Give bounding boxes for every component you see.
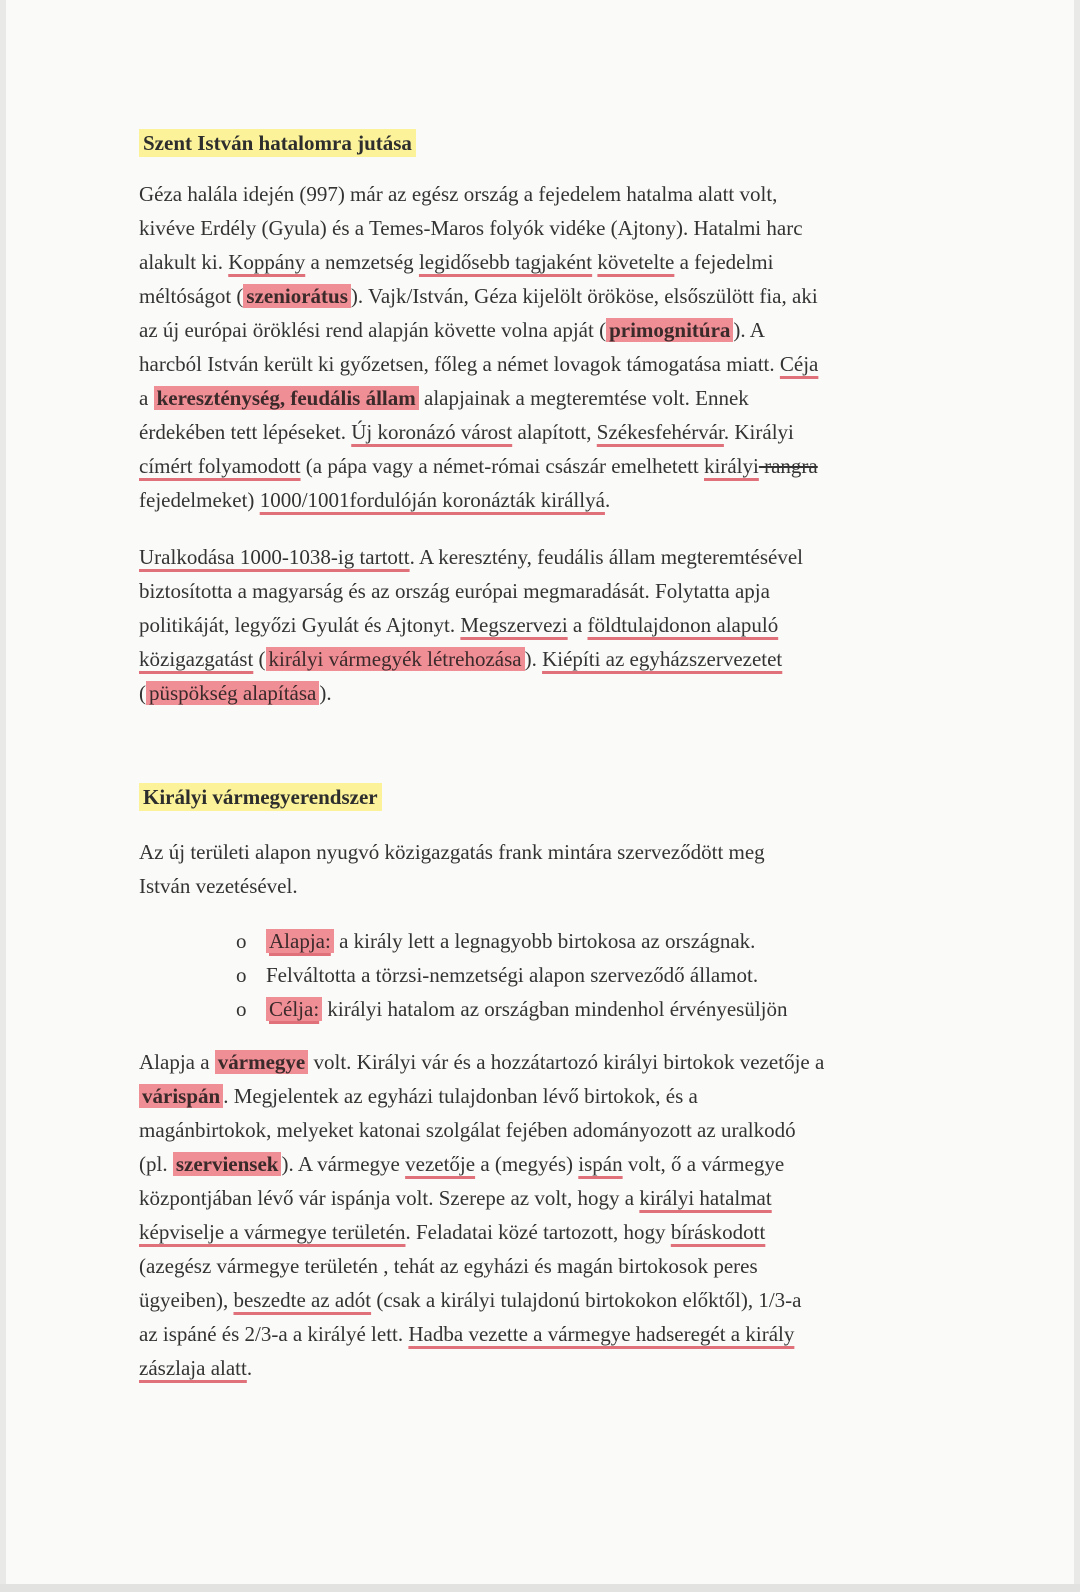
paragraph-varmegye [139, 1045, 969, 1385]
text-line: érdekében tett lépéseket. Új koronázó várost alapított, Székesfehérvár. Királyi [139, 420, 794, 444]
text-line: magánbirtokok, melyeket katonai szolgálat fejében adományozott az uralkodó [139, 1118, 796, 1142]
highlighted-term: vármegye [215, 1050, 308, 1074]
list-item: o Felváltotta a törzsi-nemzetségi alapon szerveződő államot. [236, 958, 936, 992]
list-item: o Célja: királyi hatalom az országban mindenhol érvényesüljön [236, 992, 936, 1026]
text-line: ügyeiben), beszedte az adót (csak a királyi tulajdonú birtokokon előktől), 1/3-a [139, 1288, 802, 1312]
highlighted-term: királyi vármegyék létrehozása [266, 647, 525, 671]
underlined-text: közigazgatást [139, 647, 254, 671]
list-item: o Alapja: a király lett a legnagyobb birtokosa az országnak. [236, 924, 936, 958]
struck-text: rangra [758, 454, 818, 478]
paragraph-reign [139, 540, 969, 710]
underlined-text: Új koronázó várost [351, 420, 513, 444]
underlined-text: ispán [578, 1152, 623, 1176]
underlined-text: legidősebb tagjaként [418, 250, 593, 274]
text-line: István vezetésével. [139, 874, 298, 898]
text-line: méltóságot ( szeniorátus ). Vajk/István, Géza kijelölt örököse, elsőszülött fia, aki [139, 284, 818, 308]
paragraph-intro [139, 835, 969, 903]
underlined-text: Kiépíti az egyházszervezetet [542, 647, 783, 671]
text-line: Alapja a vármegye volt. Királyi vár és a hozzátartozó királyi birtokok vezetője a [139, 1050, 825, 1074]
text-line: az ispáné és 2/3-a a királyé lett. Hadba vezette a vármegye hadseregét a király [139, 1322, 795, 1346]
text-line: harcból István került ki győzetsen, főleg a német lovagok támogatása miatt. Céja [139, 352, 819, 376]
text-line: központjában lévő vár ispánja volt. Szerepe az volt, hogy a királyi hatalmat [139, 1186, 772, 1210]
highlighted-term: püspökség alapítása [146, 681, 319, 705]
text-line: Az új területi alapon nyugvó közigazgatás frank mintára szerveződött meg [139, 840, 765, 864]
text-line: (azegész vármegye területén , tehát az egyházi és magán birtokosok peres [139, 1254, 758, 1278]
text-line: Uralkodása 1000-1038-ig tartott. A keresztény, feudális állam megteremtésével [139, 545, 804, 569]
highlighted-term: várispán [139, 1084, 223, 1108]
bullet-marker: o [236, 997, 247, 1021]
underlined-text: Céja [779, 352, 819, 376]
text-line: képviselje a vármegye területén. Feladatai közé tartozott, hogy bíráskodott [139, 1220, 766, 1244]
text-line: fejedelmeket) 1000/1001fordulóján koronázták királlyá. [139, 488, 611, 512]
underlined-text: Megszervezi [460, 613, 568, 637]
underlined-text: Koppány [228, 250, 306, 274]
underlined-text: földtulajdonon alapuló [587, 613, 779, 637]
highlighted-term: primognitúra [606, 318, 733, 342]
text-line: várispán . Megjelentek az egyházi tulajdonban lévő birtokok, és a [139, 1079, 969, 1113]
underlined-text: bíráskodott [670, 1220, 766, 1244]
text-line: ( püspökség alapítása ). [139, 681, 332, 705]
text-line: Géza halála idején (997) már az egész ország a fejedelem hatalma alatt volt, [139, 182, 778, 206]
underlined-text: Székesfehérvár [596, 420, 724, 444]
text-line: (pl. szerviensek ). A vármegye vezetője a (megyés) ispán volt, ő a vármegye [139, 1152, 785, 1176]
text-line: címért folyamodott (a pápa vagy a német-római császár emelhetett királyi rangra [139, 454, 818, 478]
underlined-text: vezetője [405, 1152, 476, 1176]
underlined-text: képviselje a vármegye területén [139, 1220, 406, 1244]
text-line: közigazgatást ( királyi vármegyék létrehozása ). Kiépíti az egyházszervezetet [139, 647, 783, 671]
underlined-text: Uralkodása 1000-1038-ig tartott [139, 545, 410, 569]
bullet-marker: o [236, 963, 247, 987]
bullet-marker: o [236, 929, 247, 953]
underlined-text: 1000/1001fordulóján koronázták királlyá [259, 488, 605, 512]
text-line: politikáját, legyőzi Gyulát és Ajtonyt. Megszervezi a földtulajdonon alapuló [139, 613, 779, 637]
text-line: a kereszténység, feudális állam alapjainak a megteremtése volt. Ennek [139, 386, 749, 410]
paragraph-succession [139, 177, 969, 517]
underlined-text: beszedte az adót [233, 1288, 372, 1312]
underlined-text: zászlaja alatt [139, 1356, 247, 1380]
underlined-text: címért folyamodott [139, 454, 301, 478]
text-line: zászlaja alatt. [139, 1356, 253, 1380]
highlighted-term: Alapja: [266, 929, 334, 953]
bullet-list [236, 924, 936, 1026]
highlighted-term: szeniorátus [243, 284, 351, 308]
underlined-text: követelte [597, 250, 675, 274]
highlighted-term: kereszténység, feudális állam [154, 386, 419, 410]
text-line: biztosította a magyarság és az ország európai megmaradását. Folytatta apja [139, 579, 770, 603]
highlighted-term: szerviensek [173, 1152, 282, 1176]
underlined-text: Hadba vezette a vármegye hadseregét a király [408, 1322, 795, 1346]
text-line: alakult ki. Koppány a nemzetség legidősebb tagjaként követelte a fejedelmi [139, 250, 774, 274]
text-line: kivéve Erdély (Gyula) és a Temes-Maros folyók vidéke (Ajtony). Hatalmi harc [139, 216, 803, 240]
document-page [6, 0, 1074, 1592]
page-edge-shadow [0, 1584, 1080, 1592]
section-title-varmegye: Királyi vármegyerendszer [139, 785, 382, 810]
highlighted-term: Célja: [266, 997, 322, 1021]
underlined-text: királyi [704, 454, 759, 478]
section-title-szent-istvan: Szent István hatalomra jutása [139, 131, 416, 156]
text-line: az új európai öröklési rend alapján követte volna apját ( primognitúra ). A [139, 318, 765, 342]
underlined-text: királyi hatalmat [639, 1186, 772, 1210]
